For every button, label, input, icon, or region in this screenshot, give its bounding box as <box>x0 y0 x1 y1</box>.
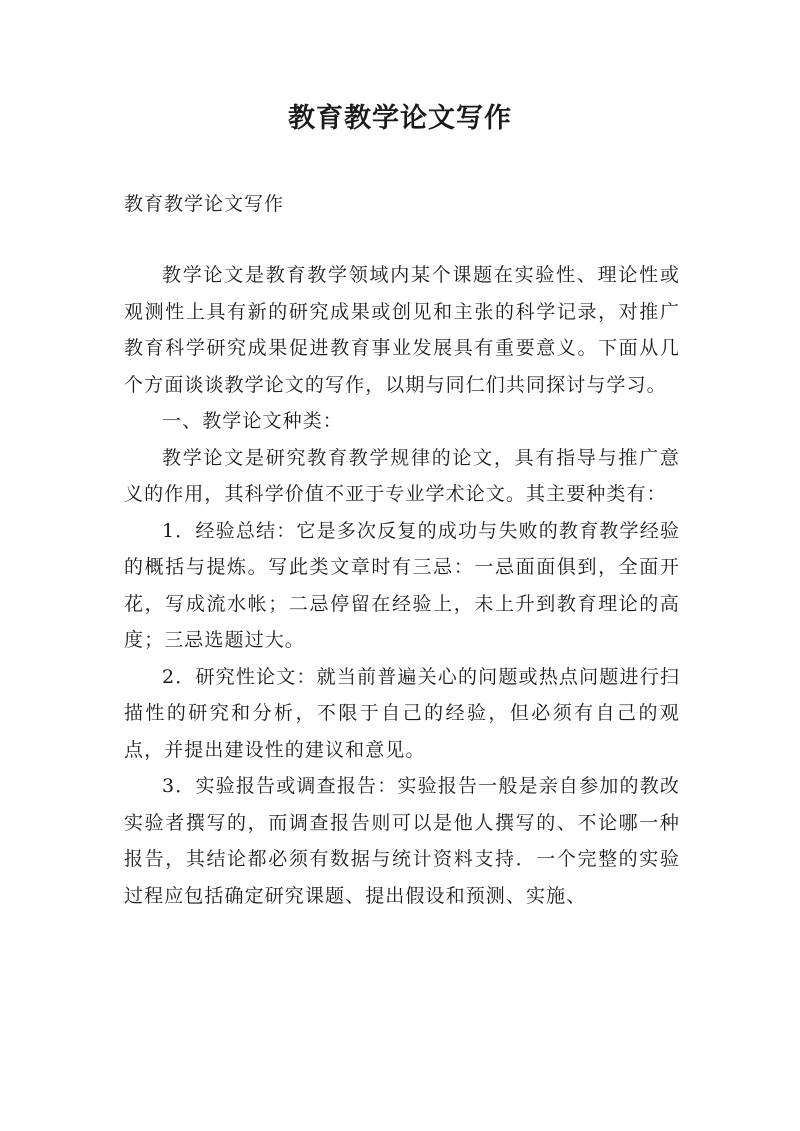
section-heading-types: 一、教学论文种类： <box>162 410 343 432</box>
paragraph-experience-summary: 1．经验总结：它是多次反复的成功与失败的教育教学经验的概括与提炼。写此类文章时有三忌：一忌面面俱到，全面开花，写成流水帐；二忌停留在经验上，未上升到教育理论的高度；三忌选题过大。 <box>124 519 680 651</box>
paragraph-types-overview: 教学论文是研究教育教学规律的论文，具有指导与推广意义的作用，其科学价值不亚于专业学术论文。其主要种类有： <box>124 446 680 505</box>
paragraph-reports: 3．实验报告或调查报告：实验报告一般是亲自参加的教改实验者撰写的，而调查报告则可以是他人撰写的、不论哪一种报告，其结论都必须有数据与统计资料支持．一个完整的实验过程应包括确定研究课题、提出假设和预测、实施、 <box>124 775 680 907</box>
paragraph-intro: 教学论文是教育教学领域内某个课题在实验性、理论性或观测性上具有新的研究成果或创见和主张的科学记录，对推广教育科学研究成果促进教育事业发展具有重要意义。下面从几个方面谈谈教学论文的写作，以期与同仁们共同探讨与学习。 <box>124 264 680 396</box>
paragraph-research-paper: 2．研究性论文：就当前普遍关心的问题或热点问题进行扫描性的研究和分析，不限于自己的经验，但必须有自己的观点，并提出建设性的建议和意见。 <box>124 665 680 761</box>
document-title: 教育教学论文写作 <box>288 103 512 134</box>
document-body <box>124 257 680 914</box>
document-subtitle: 教育教学论文写作 <box>124 193 285 215</box>
